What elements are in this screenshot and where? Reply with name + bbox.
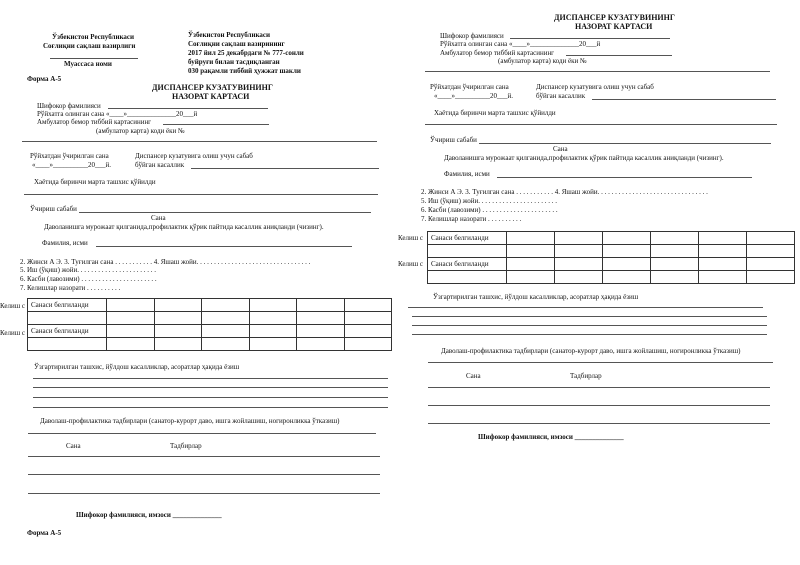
sana-label: Сана — [553, 145, 568, 153]
reason-label: Диспансер кузатувига олиш учун сабаб — [536, 83, 654, 91]
measures-line — [28, 493, 380, 494]
deregistered-date-value: «____»__________20___й. — [32, 161, 111, 169]
visit-note: Даволанишга мурожаат қилганида,профилактик қўрик пайтида касаллик аниқланди (чизинг). — [444, 154, 724, 162]
table-row — [428, 232, 795, 245]
table-cell[interactable] — [249, 299, 297, 312]
table-cell[interactable] — [154, 299, 202, 312]
diagnosis-field[interactable] — [592, 99, 776, 100]
table-row — [428, 245, 795, 258]
visit-row2-label: Санаси белгиланди — [28, 325, 107, 338]
doctor-surname-field[interactable] — [108, 108, 268, 109]
doctor-surname-label: Шифокор фамилияси — [37, 102, 101, 110]
table-cell[interactable] — [249, 325, 297, 338]
ambulance-card-field[interactable] — [163, 124, 269, 125]
card-title-line2: НАЗОРАТ КАРТАСИ — [172, 92, 250, 101]
order-line4: буйруғи билан тасдиқланган — [188, 58, 280, 66]
gender-birth-residence-line: 2. Жинси А Э. 3. Туғилган сана . . . . . . . . . . . 4. Яшаш жойи. . . . . . . . . . . . . . . . . . . . . . . . . . . . . . . . — [421, 188, 708, 196]
visit-row1-prefix: Келиш с — [398, 234, 423, 242]
table-row — [28, 312, 392, 325]
doctor-surname-field[interactable] — [510, 38, 670, 39]
deregistered-date-label: Рўйхатдан ўчирилган сана — [430, 83, 509, 91]
measures-column-label: Тадбирлар — [170, 442, 202, 450]
table-cell[interactable] — [202, 325, 250, 338]
table-cell[interactable] — [107, 325, 155, 338]
filled-date-label: Рўйхатга олинган сана «____»______________20___й — [440, 40, 601, 48]
first-diagnosis-line — [425, 124, 777, 125]
date-column-label: Сана — [66, 442, 81, 450]
table-cell[interactable] — [154, 325, 202, 338]
changes-label: Ўзгартирилган ташхис, йўлдош касалликлар, асоратлар ҳақида ёзиш — [34, 363, 240, 371]
order-line1: Ўзбекистон Республикаси — [188, 31, 271, 39]
changes-line — [412, 325, 767, 326]
work-line: 5. Иш (ўқиш) жойи. . . . . . . . . . . . . . . . . . . . . . . — [20, 266, 157, 274]
deregistered-date-value: «____»__________20___й. — [434, 92, 513, 100]
patient-name-field[interactable] — [96, 246, 352, 247]
table-row — [428, 258, 795, 271]
institution-line — [50, 58, 138, 59]
changes-line — [408, 307, 763, 308]
changes-line — [33, 387, 388, 388]
measures-line — [28, 456, 380, 457]
patient-name-label: Фамилия, исми — [444, 170, 490, 178]
table-row — [28, 299, 392, 312]
doctor-signature-label: Шифокор фамилияси, имзоси ______________ — [478, 433, 624, 441]
ambulance-code-label: (амбулатор карта) коди ёки № — [498, 57, 587, 65]
table-cell[interactable] — [507, 232, 555, 245]
visits-line: 7. Келишлар назорати . . . . . . . . . . — [421, 215, 522, 223]
visit-row1-label: Санаси белгиланди — [428, 232, 507, 245]
first-diagnosis-line — [24, 194, 378, 195]
separator-line — [22, 141, 377, 142]
measures-line — [428, 405, 770, 406]
table-cell[interactable] — [651, 258, 699, 271]
first-diagnosis-label: Хаётида биринчи марта ташхис қўйилди — [434, 109, 556, 117]
diagnosis-label: бўйган касаллик — [536, 92, 586, 100]
table-row — [28, 325, 392, 338]
table-cell[interactable] — [202, 299, 250, 312]
patient-name-label: Фамилия, исми — [42, 239, 88, 247]
table-cell[interactable] — [507, 258, 555, 271]
table-cell[interactable] — [555, 258, 603, 271]
first-diagnosis-label: Хаётида биринчи марта ташхис қўйилди — [34, 178, 156, 186]
changes-line — [33, 407, 388, 408]
table-cell[interactable] — [107, 299, 155, 312]
separator-line — [425, 71, 770, 72]
visits-table — [427, 231, 795, 284]
visits-table — [27, 298, 392, 351]
profession-line: 6. Касби (лавозими) . . . . . . . . . . . . . . . . . . . . . . — [20, 275, 157, 283]
removal-reason-label: Ўчириш сабаби — [430, 136, 477, 144]
ambulance-card-label: Амбулатор бемор тиббий картасининг — [37, 118, 152, 126]
table-cell[interactable] — [555, 232, 603, 245]
table-cell[interactable] — [603, 258, 651, 271]
doctor-surname-label: Шифокор фамилияси — [440, 32, 504, 40]
treatment-label: Даволаш-профилактика тадбирлари (санатор-курорт даво, ишга жойлашиш, ногиронликка ўтказиш) — [441, 347, 741, 355]
doctor-signature-label: Шифокор фамилияси, имзоси ______________ — [76, 511, 222, 519]
treatment-line — [428, 362, 773, 363]
order-line3: 2017 йил 25 декабрдаги № 777-сонли — [188, 49, 304, 57]
date-column-label: Сана — [466, 372, 481, 380]
table-cell[interactable] — [603, 232, 651, 245]
filled-date-label: Рўйхатга олинган сана «____»______________20___й — [37, 110, 198, 118]
visit-note: Даволанишга мурожаат қилганида,профилактик қўрик пайтида касаллик аниқланди (чизинг). — [44, 223, 324, 231]
measures-line — [428, 387, 770, 388]
sana-label: Сана — [151, 214, 166, 222]
footer-form-label: Форма А-5 — [27, 529, 62, 537]
order-line2: Соғлиқни сақлаш вазирининг — [188, 40, 285, 48]
deregistered-date-label: Рўйхатдан ўчирилган сана — [30, 152, 109, 160]
table-cell[interactable] — [297, 325, 345, 338]
visit-row2-prefix: Келиш с — [398, 260, 423, 268]
ambulance-card-label: Амбулатор бемор тиббий картасининг — [440, 49, 555, 57]
order-line5: 030 рақамли тиббий ҳужжат шакли — [188, 67, 301, 75]
table-cell[interactable] — [651, 232, 699, 245]
org-name-line1: Ўзбекистон Республикаси — [52, 33, 135, 41]
card-title-line1: ДИСПАНСЕР КУЗАТУВИНИНГ — [152, 83, 273, 92]
changes-line — [412, 334, 767, 335]
work-line: 5. Иш (ўқиш) жойи. . . . . . . . . . . . . . . . . . . . . . . — [421, 197, 558, 205]
visit-row2-prefix: Келиш с — [0, 329, 25, 337]
institution-label: Муассаса номи — [64, 60, 112, 68]
table-cell[interactable] — [344, 299, 392, 312]
table-row — [428, 271, 795, 284]
visits-line: 7. Келишлар назорати . . . . . . . . . . — [20, 284, 121, 292]
measures-line — [428, 423, 770, 424]
table-cell[interactable] — [699, 258, 747, 271]
reason-label: Диспансер кузатувига олиш учун сабаб — [135, 152, 253, 160]
table-row — [28, 338, 392, 351]
removal-reason-field[interactable] — [479, 143, 771, 144]
patient-name-field[interactable] — [497, 177, 752, 178]
changes-line — [33, 378, 388, 379]
form-label: Форма А-5 — [27, 75, 62, 83]
removal-reason-field[interactable] — [79, 212, 371, 213]
treatment-label: Даволаш-профилактика тадбирлари (санатор-курорт даво, ишга жойлашиш, ногиронликка ўтказиш) — [40, 417, 340, 425]
ambulance-card-field[interactable] — [566, 55, 672, 56]
table-cell[interactable] — [699, 232, 747, 245]
org-name-line2: Соғлиқни сақлаш вазирлиги — [43, 42, 136, 50]
diagnosis-label: бўйган касаллик — [135, 161, 185, 169]
table-cell[interactable] — [747, 232, 795, 245]
measures-line — [28, 474, 380, 475]
ambulance-code-label: (амбулатор карта) коди ёки № — [96, 127, 185, 135]
table-cell[interactable] — [747, 258, 795, 271]
gender-birth-residence-line: 2. Жинси А Э. 3. Туғилган сана . . . . . . . . . . . 4. Яшаш жойи. . . . . . . . . . . . . . . . . . . . . . . . . . . . . . . . . — [20, 258, 311, 266]
diagnosis-field[interactable] — [191, 168, 379, 169]
changes-line — [412, 316, 767, 317]
visit-row1-label: Санаси белгиланди — [28, 299, 107, 312]
changes-line — [33, 397, 388, 398]
visit-row2-label: Санаси белгиланди — [428, 258, 507, 271]
treatment-line — [28, 433, 376, 434]
measures-column-label: Тадбирлар — [570, 372, 602, 380]
visit-row1-prefix: Келиш с — [0, 302, 25, 310]
card-title-line1: ДИСПАНСЕР КУЗАТУВИНИНГ — [554, 13, 675, 22]
table-cell[interactable] — [344, 325, 392, 338]
table-cell[interactable] — [297, 299, 345, 312]
card-title-line2: НАЗОРАТ КАРТАСИ — [575, 22, 653, 31]
removal-reason-label: Ўчириш сабаби — [30, 205, 77, 213]
profession-line: 6. Касби (лавозими) . . . . . . . . . . . . . . . . . . . . . . — [421, 206, 558, 214]
changes-label: Ўзгартирилган ташхис, йўлдош касалликлар, асоратлар ҳақида ёзиш — [433, 293, 639, 301]
